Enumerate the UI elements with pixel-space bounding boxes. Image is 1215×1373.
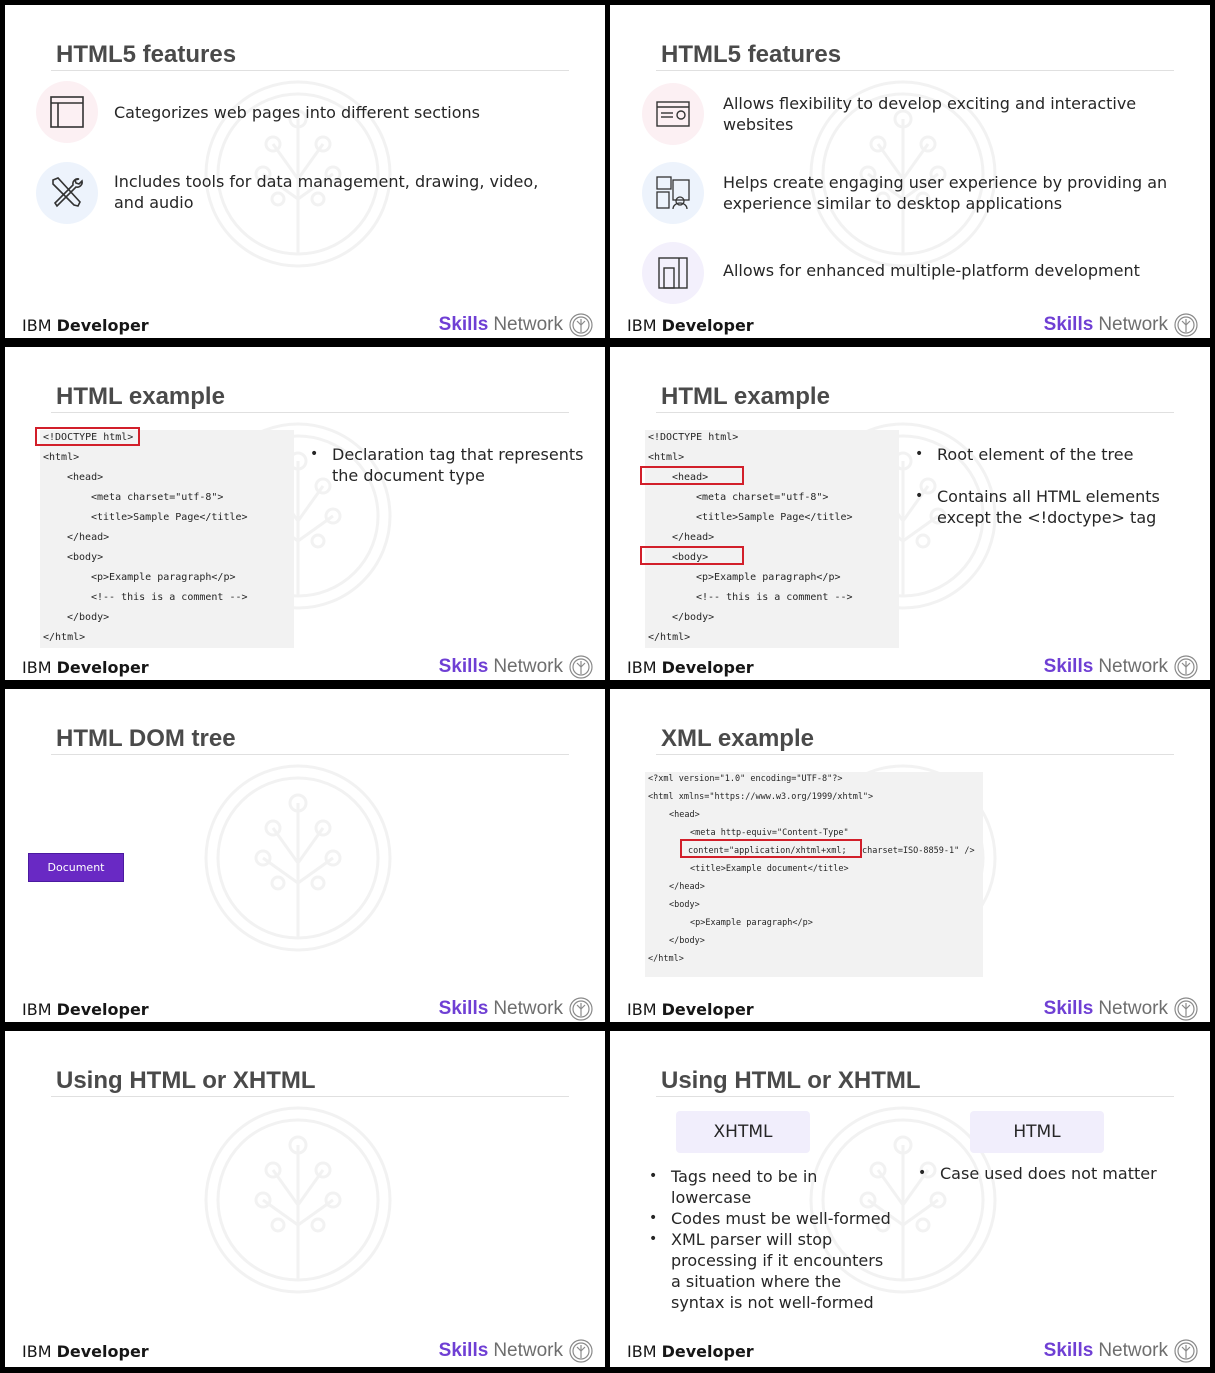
skills-network-icon (569, 655, 593, 679)
code-line: <p>Example paragraph</p> (91, 572, 236, 583)
code-line: <title>Sample Page</title> (91, 512, 248, 523)
ibm-developer-logo: IBM Developer (627, 1000, 754, 1019)
slide-title: HTML example (51, 381, 569, 413)
code-line: </html> (648, 632, 691, 643)
bullet-list (913, 444, 1183, 528)
skills-network-logo: Skills Network (1044, 995, 1198, 1022)
bullet-item: • Root element of the tree (913, 444, 1183, 465)
dashboard-user-icon (642, 162, 704, 224)
code-line: </html> (43, 632, 86, 643)
code-line: </body> (67, 612, 110, 623)
skills-network-icon (1174, 1339, 1198, 1363)
tree-watermark-icon (203, 763, 393, 953)
skills-network-logo: Skills Network (1044, 1337, 1198, 1365)
skills-network-icon (1174, 655, 1198, 679)
feature-text: Helps create engaging user experience by providing an experience similar to desktop applications (723, 173, 1168, 213)
slide-using-html-or-xhtml-1 (5, 1031, 605, 1367)
ibm-developer-logo: IBM Developer (627, 1342, 754, 1361)
code-line: <html> (43, 452, 80, 463)
code-line: <p>Example paragraph</p> (690, 918, 813, 928)
skills-network-icon (1174, 313, 1198, 337)
slide-title: Using HTML or XHTML (656, 1065, 1174, 1097)
code-line: <meta charset="utf-8"> (696, 492, 829, 503)
bullet-list (308, 444, 598, 486)
xhtml-label: XHTML (676, 1111, 810, 1153)
slide-html-dom-tree (5, 689, 605, 1022)
code-line: <!DOCTYPE html> (648, 432, 739, 443)
ibm-developer-logo: IBM Developer (22, 1342, 149, 1361)
bullet-item: • Codes must be well-formed (647, 1208, 897, 1229)
code-line: <body> (67, 552, 104, 563)
slide-html5-features-2 (610, 5, 1210, 338)
skills-network-icon (569, 997, 593, 1021)
code-line: </head> (672, 532, 715, 543)
slide-using-html-or-xhtml-2 (610, 1031, 1210, 1367)
tools-icon (36, 162, 98, 224)
slide-xml-example (610, 689, 1210, 1022)
bullet-item: • Declaration tag that represents the document type (308, 444, 598, 486)
slide-html5-features-1 (5, 5, 605, 338)
feature-text: Allows for enhanced multiple-platform development (723, 261, 1140, 280)
window-layout-icon (36, 81, 98, 143)
ibm-developer-logo: IBM Developer (627, 316, 754, 335)
skills-network-icon (1174, 997, 1198, 1021)
slide-title: XML example (656, 723, 1174, 755)
highlight-box (640, 546, 744, 565)
code-line: <body> (672, 552, 709, 563)
xhtml-bullet-list (647, 1166, 897, 1313)
slide-title: Using HTML or XHTML (51, 1065, 569, 1097)
skills-network-icon (569, 313, 593, 337)
slide-title: HTML example (656, 381, 1174, 413)
slide-title: HTML5 features (656, 39, 1174, 71)
skills-network-logo: Skills Network (1044, 653, 1198, 680)
code-line: <body> (669, 900, 700, 910)
code-line: <html xmlns="https://www.w3.org/1999/xhtml"> (648, 792, 874, 802)
code-line: </head> (669, 882, 705, 892)
bullet-item: • Contains all HTML elements except the <!doctype> tag (913, 486, 1183, 528)
code-line: <!-- this is a comment --> (91, 592, 248, 603)
skills-network-logo: Skills Network (439, 1337, 593, 1365)
code-line: <?xml version="1.0" encoding="UTF-8"?> (648, 774, 843, 784)
skills-network-logo: Skills Network (439, 311, 593, 338)
code-block (645, 430, 899, 648)
feature-text: Categorizes web pages into different sections (114, 103, 481, 122)
highlight-box (640, 466, 744, 485)
code-line: <html> (648, 452, 685, 463)
code-block (40, 430, 294, 648)
ibm-developer-logo: IBM Developer (22, 1000, 149, 1019)
slide-html-example-1 (5, 347, 605, 680)
code-line: charset=ISO-8859-1" /> (862, 846, 975, 856)
code-line: </head> (67, 532, 110, 543)
ibm-developer-logo: IBM Developer (22, 658, 149, 677)
html-bullet-list (916, 1163, 1186, 1184)
code-line: <title>Example document</title> (690, 864, 849, 874)
code-line: <!-- this is a comment --> (696, 592, 853, 603)
skills-network-logo: Skills Network (439, 653, 593, 680)
code-line: <head> (67, 472, 104, 483)
bullet-item: • XML parser will stop processing if it encounters a situation where the syntax is not well-formed (647, 1229, 897, 1313)
html-label: HTML (970, 1111, 1104, 1153)
bullet-item: • Case used does not matter (916, 1163, 1186, 1184)
devices-icon (642, 242, 704, 304)
code-line: <head> (672, 472, 709, 483)
code-line: </html> (648, 954, 684, 964)
skills-network-icon (569, 1339, 593, 1363)
skills-network-logo: Skills Network (439, 995, 593, 1022)
highlight-box (680, 839, 862, 858)
code-block (645, 772, 983, 977)
code-line: <meta http-equiv="Content-Type" (690, 828, 849, 838)
slide-title: HTML5 features (51, 39, 569, 71)
tree-watermark-icon (203, 1105, 393, 1295)
feature-text: Allows flexibility to develop exciting and interactive websites (723, 94, 1137, 134)
dom-document-node: Document (28, 853, 124, 882)
browser-window-icon (642, 83, 704, 145)
code-line: <title>Sample Page</title> (696, 512, 853, 523)
skills-network-logo: Skills Network (1044, 311, 1198, 338)
slide-html-example-2 (610, 347, 1210, 680)
ibm-developer-logo: IBM Developer (22, 316, 149, 335)
slide-title: HTML DOM tree (51, 723, 569, 755)
code-line: </body> (672, 612, 715, 623)
code-line: content="application/xhtml+xml; (688, 846, 847, 856)
feature-text: Includes tools for data management, drawing, video, and audio (114, 172, 539, 212)
code-line: <meta charset="utf-8"> (91, 492, 224, 503)
highlight-box (35, 427, 140, 446)
code-line: <p>Example paragraph</p> (696, 572, 841, 583)
code-line: </body> (669, 936, 705, 946)
bullet-item: • Tags need to be in lowercase (647, 1166, 897, 1208)
code-line: <head> (669, 810, 700, 820)
code-line: <!DOCTYPE html> (43, 432, 134, 443)
ibm-developer-logo: IBM Developer (627, 658, 754, 677)
